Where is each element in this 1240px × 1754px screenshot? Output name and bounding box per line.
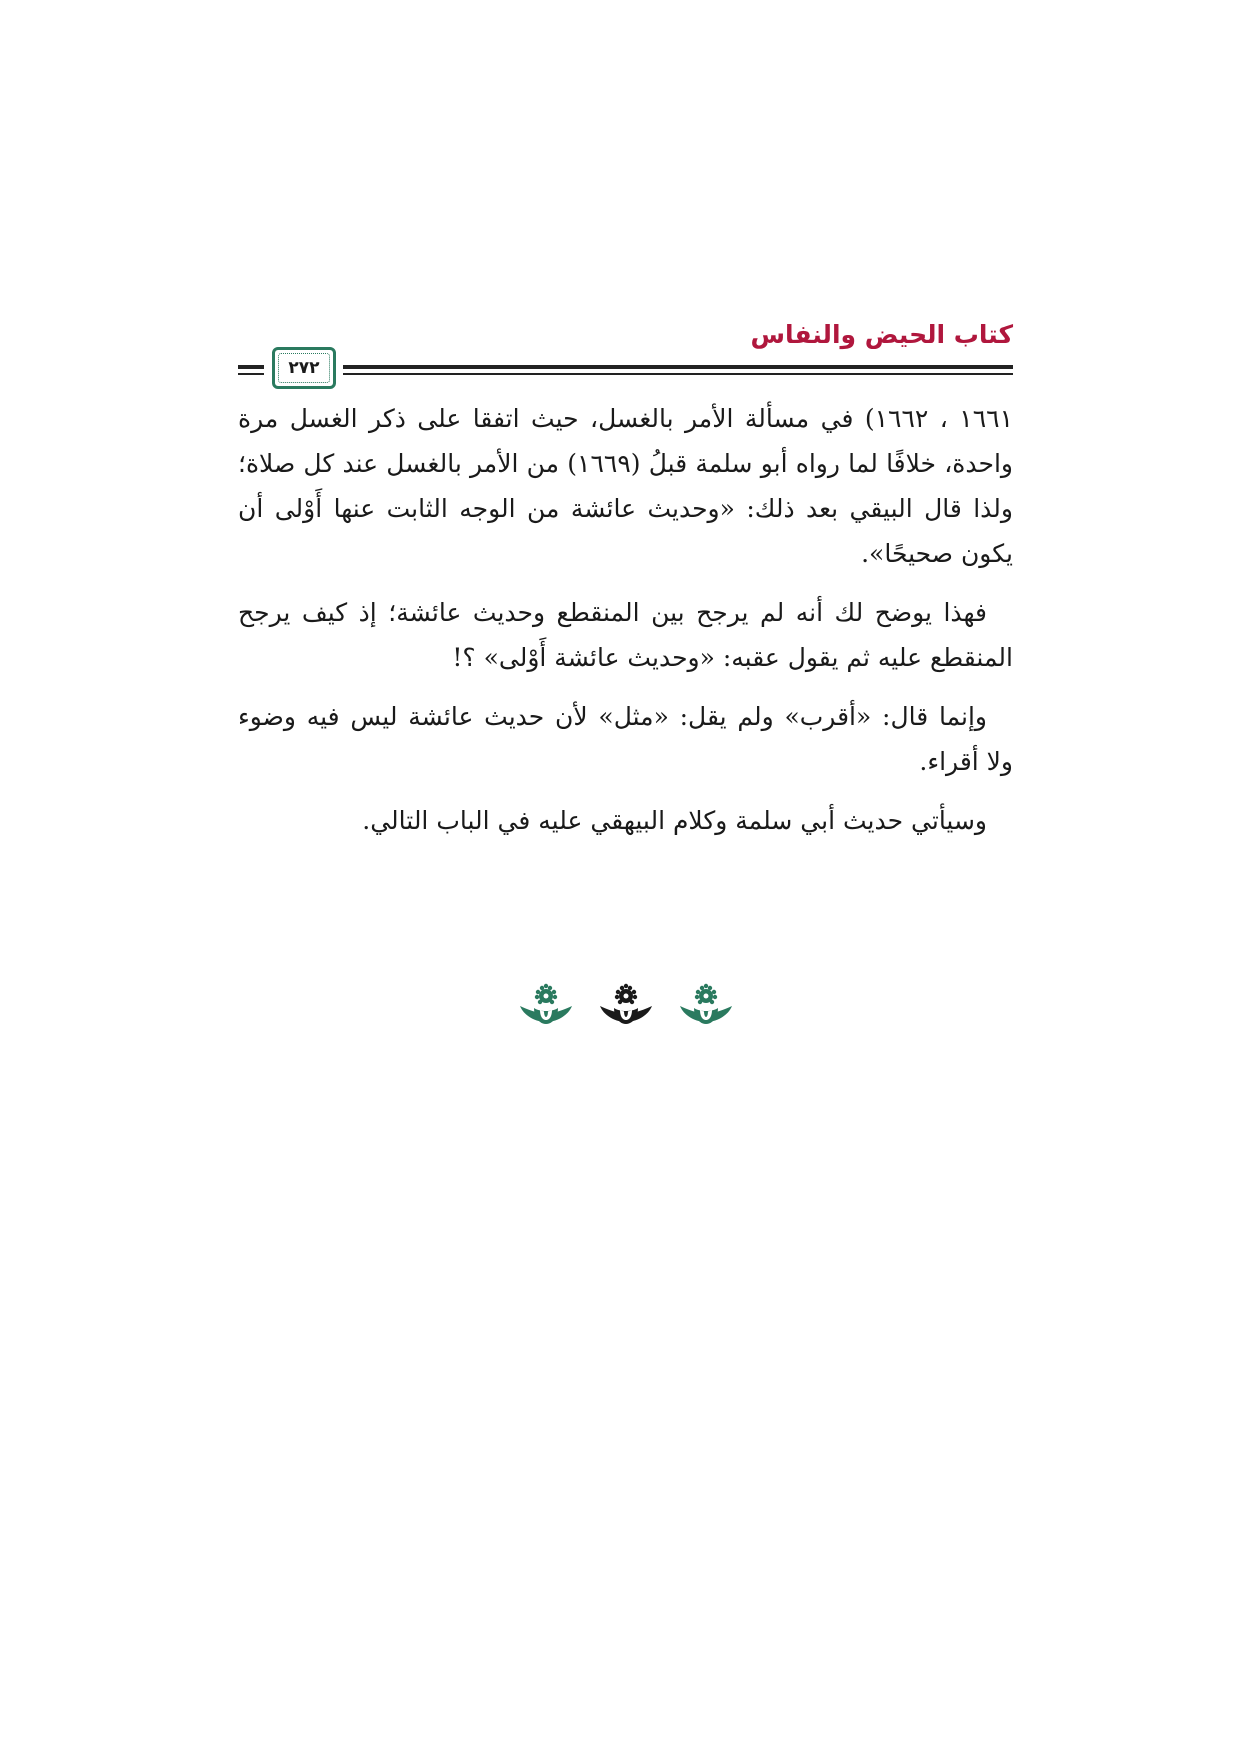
page-number: ٢٧٢ — [282, 357, 325, 379]
chapter-title: كتاب الحيض والنفاس — [750, 320, 1013, 349]
header-rule-left-thick — [238, 365, 264, 369]
body-text — [238, 396, 1013, 857]
header-rule-thin — [343, 373, 1013, 375]
paragraph-2: فهذا يوضح لك أنه لم يرجح بين المنقطع وحديث عائشة؛ إذ كيف يرجح المنقطع عليه ثم يقول عقبه: «وحديث عائشة أَوْلى» ؟! — [238, 598, 1013, 672]
paragraph-1: ١٦٦١ ، ١٦٦٢) في مسألة الأمر بالغسل، حيث اتفقا على ذكر الغسل مرة واحدة، خلافًا لما رواه أبو سلمة قبلُ (١٦٦٩) من الأمر بالغسل عند كل صلاة؛ ولذا قال البيقي بعد ذلك: «وحديث عائشة من الوجه الثابت عنها أَوْلى أن يكون صحيحًا». — [238, 404, 1013, 568]
paragraph-3: وإنما قال: «أقرب» ولم يقل: «مثل» لأن حديث عائشة ليس فيه وضوء ولا أقراء. — [238, 702, 1013, 776]
book-page — [238, 310, 1013, 1070]
paragraph-4: وسيأتي حديث أبي سلمة وكلام البيهقي عليه في الباب التالي. — [362, 806, 987, 835]
lotus-ornament-icon — [598, 982, 654, 1028]
section-end-ornament — [238, 982, 1013, 1030]
header-rule-left-thin — [238, 373, 264, 375]
lotus-ornament-icon — [678, 982, 734, 1028]
lotus-ornament-icon — [518, 982, 574, 1028]
page-header — [238, 310, 1013, 390]
header-rule-thick — [343, 365, 1013, 369]
page-number-frame — [272, 347, 336, 389]
